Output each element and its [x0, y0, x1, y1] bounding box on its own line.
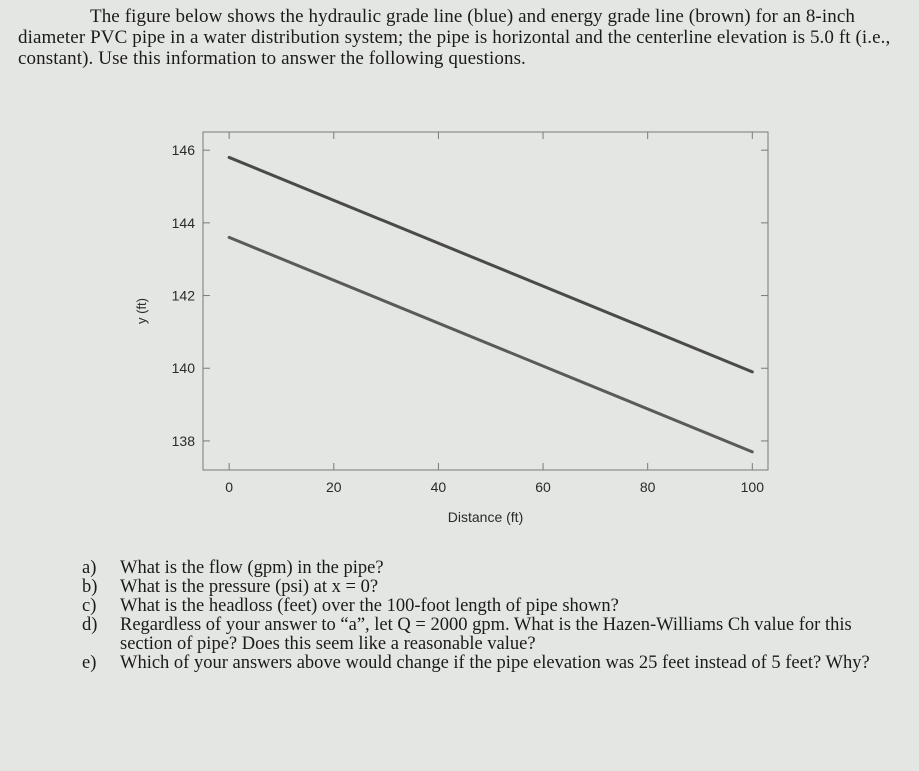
question-letter: d)	[82, 615, 98, 635]
x-axis-label: Distance (ft)	[447, 509, 524, 525]
y-tick-label: 142	[171, 287, 195, 304]
question-text: What is the pressure (psi) at x = 0?	[120, 577, 379, 597]
question-letter: e)	[82, 653, 97, 673]
x-tick-label: 20	[325, 479, 342, 495]
question-text: Regardless of your answer to “a”, let Q = 2000 gpm. What is the Hazen-Williams Ch value for this section of pipe? Does this seem like a reasonable value?	[120, 615, 852, 654]
y-tick-label: 144	[171, 214, 195, 231]
question-item	[82, 654, 908, 673]
energy-grade-line	[229, 157, 752, 371]
x-tick-label: 0	[225, 479, 234, 495]
question-letter: a)	[82, 558, 97, 578]
hydraulic-grade-line	[229, 237, 752, 451]
y-tick-label: 146	[171, 142, 195, 159]
x-tick-label: 100	[740, 479, 764, 495]
y-axis-label: y (ft)	[134, 298, 149, 324]
question-text: What is the flow (gpm) in the pipe?	[120, 558, 384, 578]
question-text: What is the headloss (feet) over the 100-foot length of pipe shown?	[120, 596, 619, 616]
question-item	[82, 616, 908, 654]
question-item	[82, 578, 908, 597]
x-tick-label: 60	[535, 479, 551, 495]
question-letter: c)	[82, 596, 97, 616]
question-item	[82, 597, 908, 616]
y-tick-label: 140	[171, 360, 195, 377]
question-text: Which of your answers above would change if the pipe elevation was 25 feet instead of 5 feet? Why?	[120, 653, 870, 673]
question-list	[82, 559, 908, 673]
question-item	[82, 559, 908, 578]
x-tick-label: 80	[639, 479, 656, 495]
y-tick-label: 138	[171, 432, 195, 449]
question-letter: b)	[82, 577, 98, 597]
x-tick-label: 40	[430, 479, 447, 495]
intro-paragraph: The figure below shows the hydraulic grade line (blue) and energy grade line (brown) for an 8-inch diameter PVC pipe in a water distribution system; the pipe is horizontal and the centerline elevation is 5.0 ft (i.e., constant). Use this information to answer the following questions.	[18, 6, 891, 69]
